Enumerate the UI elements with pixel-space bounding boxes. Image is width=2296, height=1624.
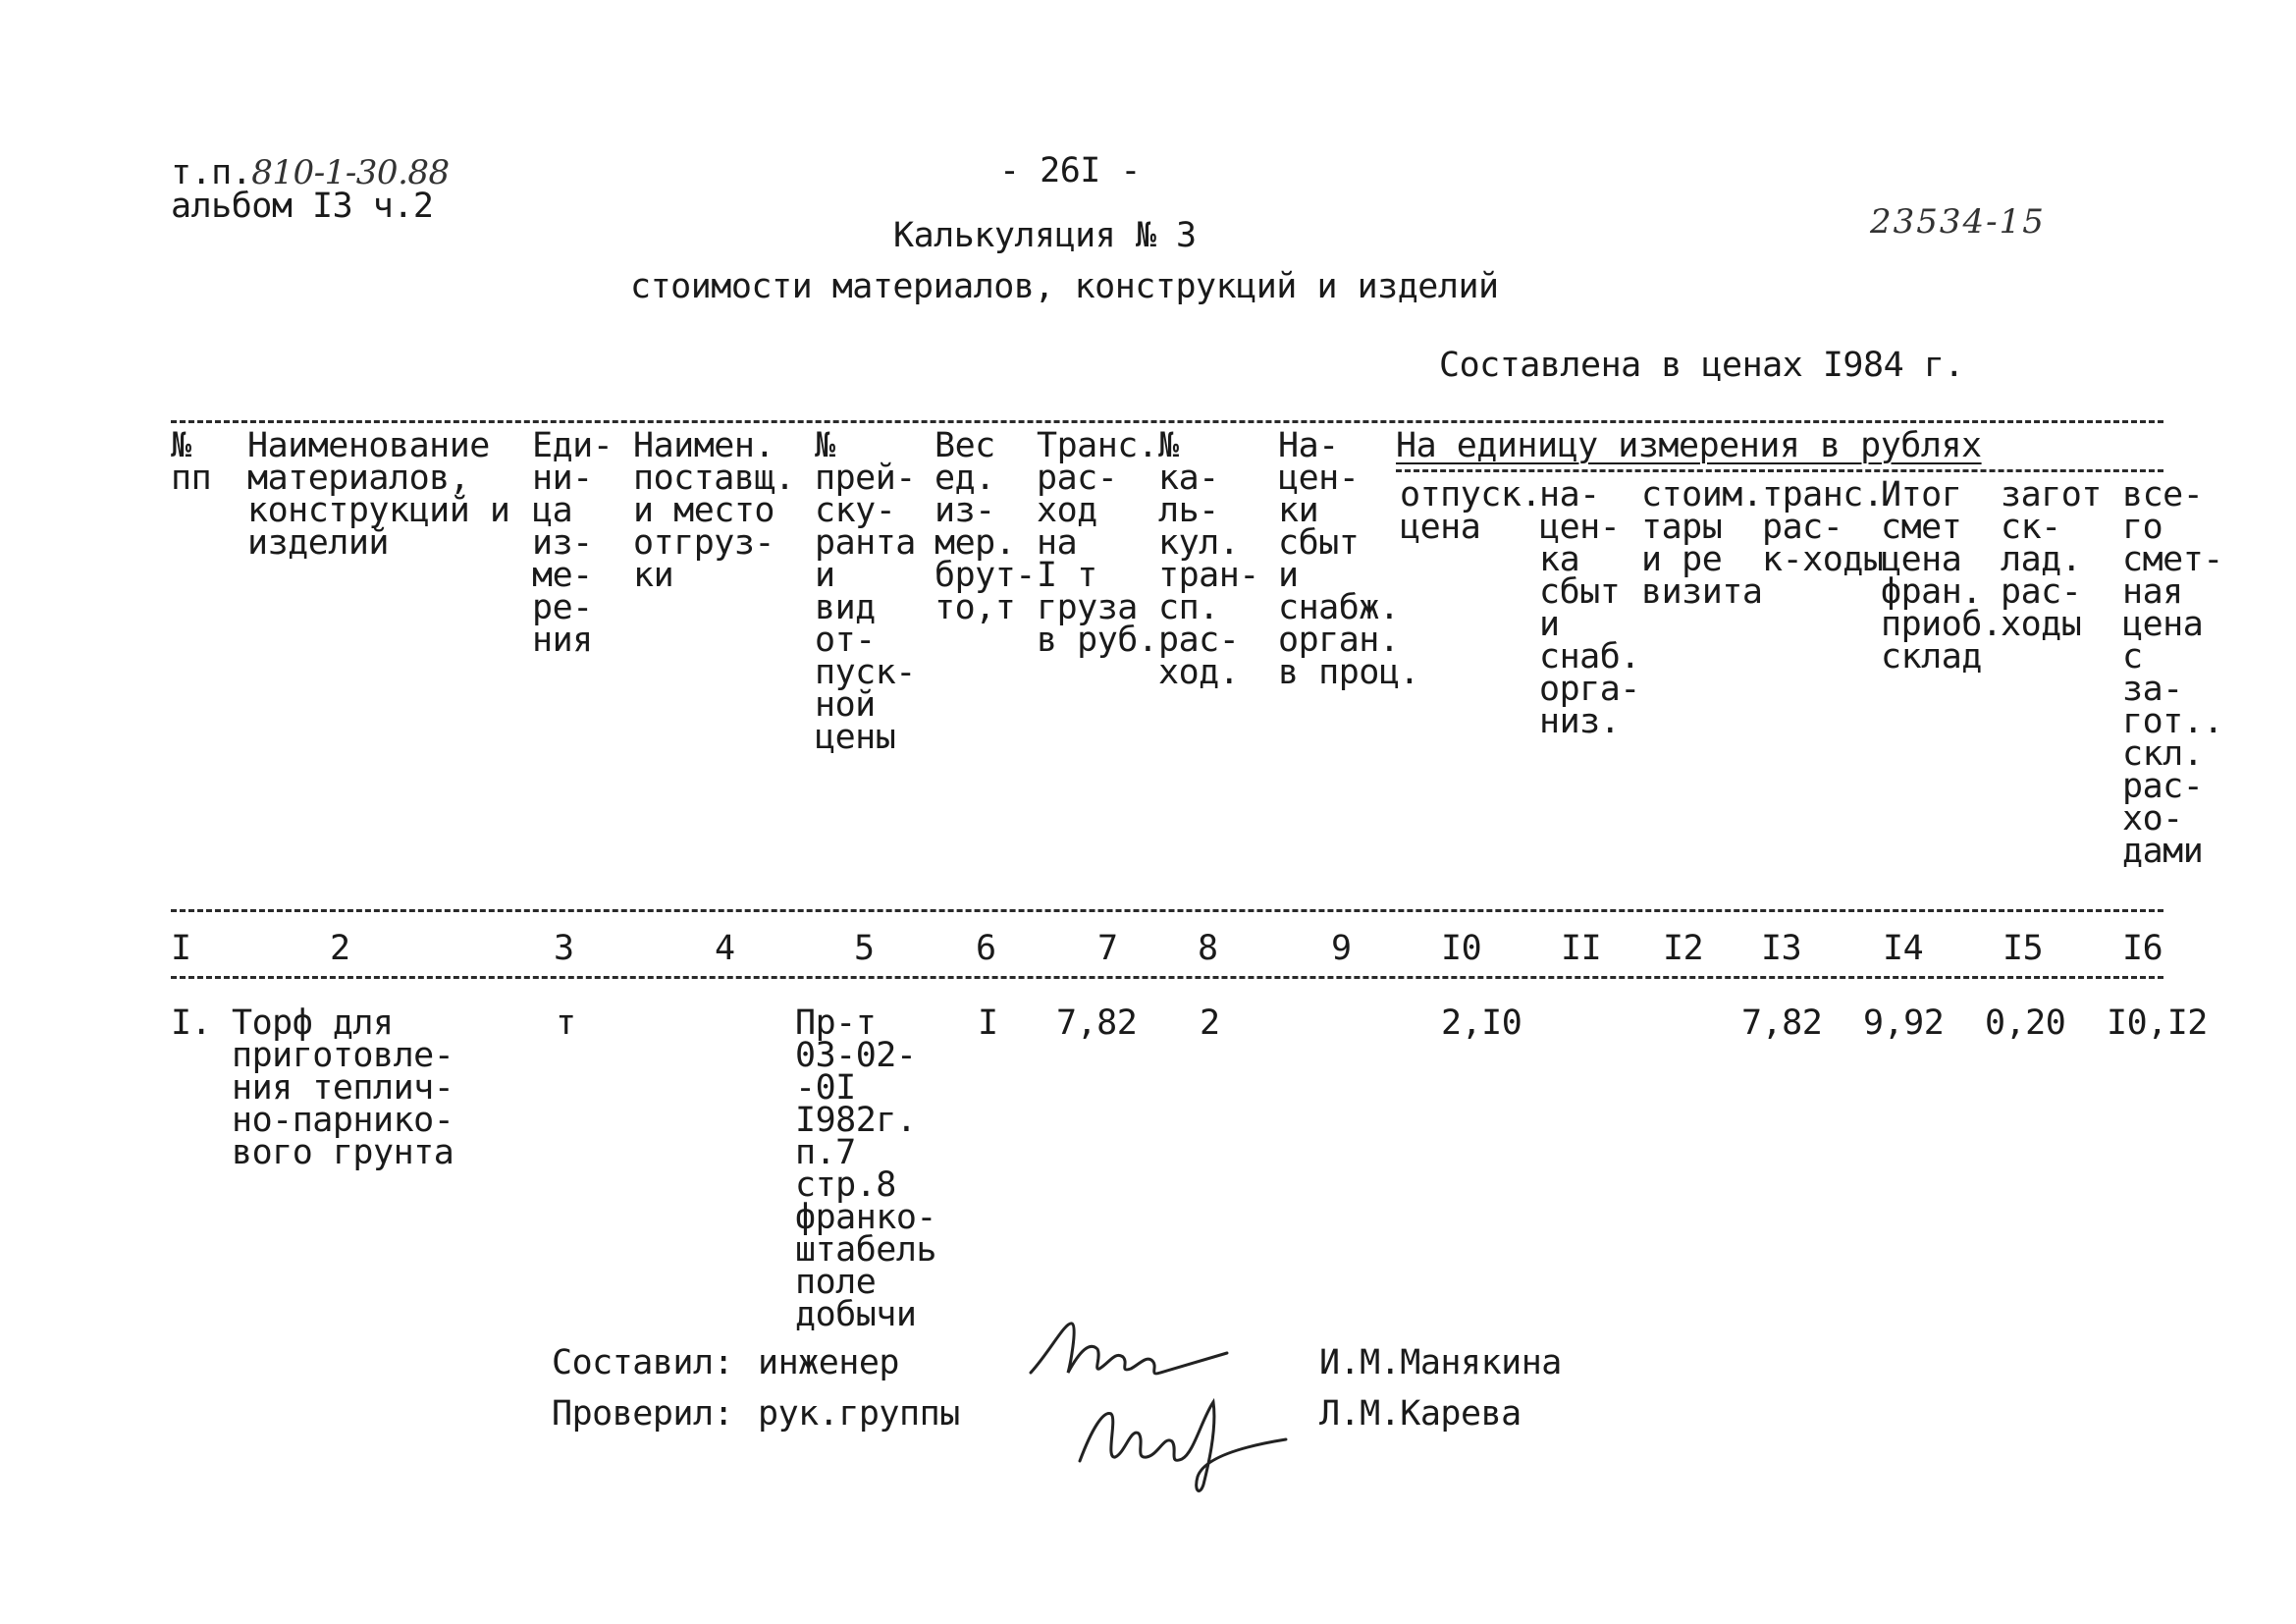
project-reference: [171, 153, 450, 192]
document-code: 23534-15: [1870, 202, 2046, 242]
row-calc-no: 2: [1200, 1003, 1220, 1043]
col-num-7: 7: [1097, 929, 1118, 968]
signature-compiled-stroke: [1031, 1324, 1227, 1374]
header-bottom-rule: [171, 909, 2163, 912]
col-num-1: I: [171, 929, 191, 968]
col-header-14: Итог смет цена фран. приоб. склад: [1881, 475, 2002, 677]
col-num-3: 3: [554, 929, 574, 968]
col-header-5: № прей- ску- ранта и вид от- пуск- ной цены: [815, 426, 916, 757]
row-name: Торф для приготовле- ния теплич- но-парнико- вого грунта: [232, 1003, 454, 1172]
col-header-7: Транс. рас- ход на I т груза в руб.: [1037, 426, 1158, 660]
signature-image: [1021, 1312, 1296, 1498]
col-num-15: I5: [2002, 929, 2044, 968]
project-number: 810-1-30.88: [251, 153, 450, 192]
col-header-11: на- цен- ка сбыт и снаб. орга- низ.: [1539, 475, 1640, 741]
checked-role: рук.группы: [758, 1394, 960, 1434]
col-num-9: 9: [1331, 929, 1352, 968]
table-top-rule: [171, 420, 2163, 423]
col-num-4: 4: [715, 929, 735, 968]
col-header-4: Наимен. поставщ. и место отгруз- ки: [633, 426, 795, 595]
group-header-rule: [1396, 469, 2163, 472]
col-num-11: II: [1561, 929, 1602, 968]
col-header-13: транс. рас- к-ходы: [1762, 475, 1884, 579]
col-num-6: 6: [976, 929, 996, 968]
col-num-10: I0: [1441, 929, 1482, 968]
document-subtitle: стоимости материалов, конструкций и изделий: [630, 267, 1499, 306]
row-release-price: 2,I0: [1441, 1003, 1522, 1043]
col-header-6: Вес ед. из- мер. брут- то,т: [934, 426, 1036, 627]
row-pp: I.: [171, 1003, 212, 1043]
col-header-9: На- цен- ки сбыт и снабж. орган. в проц.: [1278, 426, 1420, 692]
col-header-10: отпуск. цена: [1400, 475, 1542, 547]
compiled-name: И.М.Манякина: [1319, 1343, 1562, 1382]
col-num-2: 2: [330, 929, 350, 968]
col-header-16: все- го смет- ная цена с за- гот.. скл. рас- хо- дами: [2122, 475, 2223, 871]
col-header-2: Наименование материалов, конструкций и изделий: [247, 426, 510, 563]
page-number: - 26I -: [999, 151, 1142, 190]
col-num-5: 5: [854, 929, 875, 968]
col-header-12: стоим. тары и ре визита: [1641, 475, 1763, 612]
col-header-1: № пп: [171, 426, 212, 498]
signature-checked-stroke: [1080, 1402, 1286, 1490]
row-total-price: 9,92: [1863, 1003, 1945, 1043]
compiled-label: Составил:: [552, 1343, 734, 1382]
col-header-3: Еди- ни- ца из- ме- ре- ния: [532, 426, 614, 660]
checked-label: Проверил:: [552, 1394, 734, 1434]
row-transport-rate: 7,82: [1056, 1003, 1138, 1043]
project-prefix: т.п.: [171, 153, 252, 192]
row-price-list: Пр-т 03-02- -0I I982г. п.7 стр.8 франко- штабель поле добычи: [795, 1003, 937, 1334]
col-num-13: I3: [1761, 929, 1802, 968]
document-title: Калькуляция № 3: [893, 216, 1197, 255]
row-grand-total: I0,I2: [2107, 1003, 2208, 1043]
col-num-16: I6: [2122, 929, 2163, 968]
row-unit: т: [556, 1003, 576, 1043]
prices-note: Составлена в ценах I984 г.: [1439, 346, 1964, 385]
row-weight: I: [978, 1003, 998, 1043]
album-label: альбом I3 ч.2: [171, 187, 434, 226]
col-num-14: I4: [1883, 929, 1924, 968]
col-header-8: № ка- ль- кул. тран- сп. рас- ход.: [1158, 426, 1259, 692]
col-num-12: I2: [1663, 929, 1704, 968]
col-header-15: загот ск- лад. рас- ходы: [2001, 475, 2102, 644]
col-num-rule: [171, 976, 2163, 979]
checked-name: Л.М.Карева: [1319, 1394, 1522, 1434]
col-num-8: 8: [1198, 929, 1218, 968]
row-transport-cost: 7,82: [1741, 1003, 1823, 1043]
group-header: На единицу измерения в рублях: [1396, 426, 1982, 465]
compiled-role: инженер: [758, 1343, 900, 1382]
row-storage-cost: 0,20: [1985, 1003, 2066, 1043]
